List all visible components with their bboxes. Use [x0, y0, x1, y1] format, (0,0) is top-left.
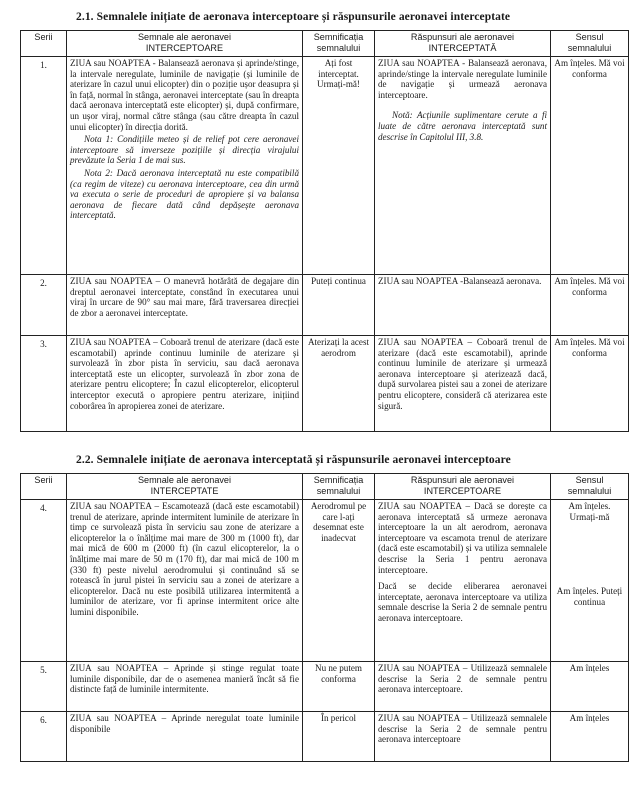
response-cell: ZIUA sau NOAPTEA – Utilizează semnalele descrise la Seria 2 de semnale pentru aeronava interceptoare. [375, 662, 551, 712]
sense-cell: Am înțeles. Mă voi conforma [551, 275, 629, 336]
meaning-cell: Puteți continua [303, 275, 375, 336]
response-cell: ZIUA sau NOAPTEA – Coboară trenul de aterizare (dacă este escamotabil), aprinde continuu luminile de aterizare și urmează aeronava interceptoare și aterizează dacă, după survolarea pistei sau a zonei de aterizare pentru elicoptere, consideră că aterizarea este sigură. [375, 336, 551, 432]
row-number: 3. [21, 336, 67, 432]
meaning-cell: În pericol [303, 712, 375, 762]
signal-cell: ZIUA sau NOAPTEA – Escamotează (dacă este escamotabil) trenul de aterizare, aprinde intermitent luminile de aterizare în timp ce survolează pista în serviciu sau zone de aterizare a elicopterelor la o înălțime mai mare de 300 m (1000 ft), dar mai mică de 600 m (2000 ft) (în cazul elicopterelor, la o înălțime mai mare de 50 m (170 ft), dar mai mică de 100 m (330 ft) peste nivelul aerodromului și continuând să se rotească în jurul pistei în serviciu sau a zonei de aterizare a elicopterelor. Dacă nu este posibilă utilizarea intermitentă a luminilor de aterizare, vor fi aprinse intermitent orice alte lumini disponibile. [67, 500, 303, 662]
meaning-cell: Nu ne putem conforma [303, 662, 375, 712]
meaning-cell: Ați fost interceptat. Urmați-mă! [303, 57, 375, 275]
signal-cell: ZIUA sau NOAPTEA – Aprinde și stinge regulat toate luminile disponibile, dar de o asemenea manieră încât să fie distincte față de luminile intermitente. [67, 662, 303, 712]
response-cell: ZIUA sau NOAPTEA – Utilizează semnalele descrise la Seria 2 de semnale pentru aeronava interceptoare [375, 712, 551, 762]
header-responses: Răspunsuri ale aeronavei INTERCEPTATĂ [375, 31, 551, 57]
response-cell: ZIUA sau NOAPTEA -Balansează aeronava. [375, 275, 551, 336]
signal-note-2: Nota 2: Dacă aeronava interceptată nu este compatibilă (ca regim de viteze) cu aeronava interceptoare, cea din urmă va executa o serie de proceduri de apropiere și va balansa aeronava de fiecare dată când depășește aeronava interceptată. [70, 167, 299, 221]
signal-cell: ZIUA sau NOAPTEA – Coboară trenul de aterizare (dacă este escamotabil) aprinde continuu luminile de aterizare și survolează în zbor pista în serviciu, sau dacă aeronava interceptată este un elicopter, survolează în zbor zona de aterizare pentru elicoptere; În cazul elicopterelor, elicopterul interceptor execută o apropiere pentru aterizare, inițiind coborârea în apropierea zonei de aterizare. [67, 336, 303, 432]
section-2-title: 2.2. Semnalele inițiate de aeronava interceptată și răspunsurile aeronavei interceptoare [76, 454, 511, 466]
table-row [21, 57, 629, 275]
table-header-row [21, 474, 629, 500]
meaning-cell: Aterizați la acest aerodrom [303, 336, 375, 432]
table-header-row [21, 31, 629, 57]
row-number: 6. [21, 712, 67, 762]
sense-cell: Am înțeles [551, 662, 629, 712]
signal-text: ZIUA sau NOAPTEA - Balansează aeronava și aprinde/stinge, la intervale neregulate, luminile de navigație (și luminile de aterizare în cazul unui elicopter) din o poziție ușor deasupra și în față, normal în stânga, aeronavei interceptate (sau în dreapta dacă aeronava interceptată este elicopter) și, după confirmare, un ușor viraj, normal către stânga (sau către dreapta în cazul unui elicopter) în direcția dorită. [70, 58, 299, 132]
response-text-2: Dacă se decide eliberarea aeronavei interceptate, aeronava interceptoare va utiliza semnale descrise la Seria 2 de semnale pentru aeronava interceptoare. [378, 581, 547, 623]
sense-cell: Am înțeles [551, 712, 629, 762]
response-cell [375, 57, 551, 275]
header-sense: Sensul semnalului [551, 474, 629, 500]
meaning-cell: Aerodromul pe care l-ați desemnat este inadecvat [303, 500, 375, 662]
signal-cell: ZIUA sau NOAPTEA – O manevră hotărâtă de degajare din dreptul aeronavei interceptate, constând în executarea unui viraj în urcare de 90° sau mai mare, fără traversarea direcției de zbor a aeronavei interceptate. [67, 275, 303, 336]
header-meaning: Semnificația semnalului [303, 474, 375, 500]
header-serii: Serii [21, 31, 67, 57]
section-1-title: 2.1. Semnalele inițiate de aeronava interceptoare și răspunsurile aeronavei interceptate [76, 11, 511, 23]
sense-text: Am înțeles. Urmați-mă [568, 501, 611, 522]
header-serii: Serii [21, 474, 67, 500]
signals-table-2 [20, 473, 629, 762]
response-note: Notă: Acțiunile suplimentare cerute a fi luate de către aeronava interceptată sunt descrise în Capitolul III, 3.8. [378, 110, 547, 142]
sense-cell: Am înțeles. Mă voi conforma [551, 57, 629, 275]
table-row [21, 336, 629, 432]
response-text: ZIUA sau NOAPTEA – Dacă se dorește ca aeronava interceptată să urmeze aeronava interceptoare la un alt aerodrom, aeronava interceptoare va escamota trenul de aterizare (dacă este escamotabil) și va utiliza semnalele descrise la Seria 1 pentru aeronava interceptoare. [378, 501, 547, 575]
table-row [21, 712, 629, 762]
header-responses: Răspunsuri ale aeronavei INTERCEPTOARE [375, 474, 551, 500]
header-meaning: Semnificația semnalului [303, 31, 375, 57]
table-row [21, 275, 629, 336]
signal-cell: ZIUA sau NOAPTEA – Aprinde neregulat toate luminile disponibile [67, 712, 303, 762]
sense-cell [551, 500, 629, 662]
response-text: ZIUA sau NOAPTEA - Balansează aeronava, aprinde/stinge la intervale neregulate luminile de navigație și urmează aeronava interceptoare. [378, 58, 547, 100]
sense-text-2: Am înțeles. Puteți continua [556, 586, 623, 607]
sense-cell: Am înțeles. Mă voi conforma [551, 336, 629, 432]
header-signals: Semnale ale aeronavei INTERCEPTATE [67, 474, 303, 500]
header-sense: Sensul semnalului [551, 31, 629, 57]
row-number: 5. [21, 662, 67, 712]
signals-table-1 [20, 30, 629, 432]
table-row [21, 662, 629, 712]
row-number: 2. [21, 275, 67, 336]
signal-note-1: Nota 1: Condițiile meteo și de relief pot cere aeronavei interceptoare să inverseze pozițiile și direcția virajului prevăzute la Seria 1 de mai sus. [70, 134, 299, 166]
table-row [21, 500, 629, 662]
header-signals: Semnale ale aeronavei INTERCEPTOARE [67, 31, 303, 57]
row-number: 4. [21, 500, 67, 662]
row-number: 1. [21, 57, 67, 275]
response-cell [375, 500, 551, 662]
signal-cell [67, 57, 303, 275]
